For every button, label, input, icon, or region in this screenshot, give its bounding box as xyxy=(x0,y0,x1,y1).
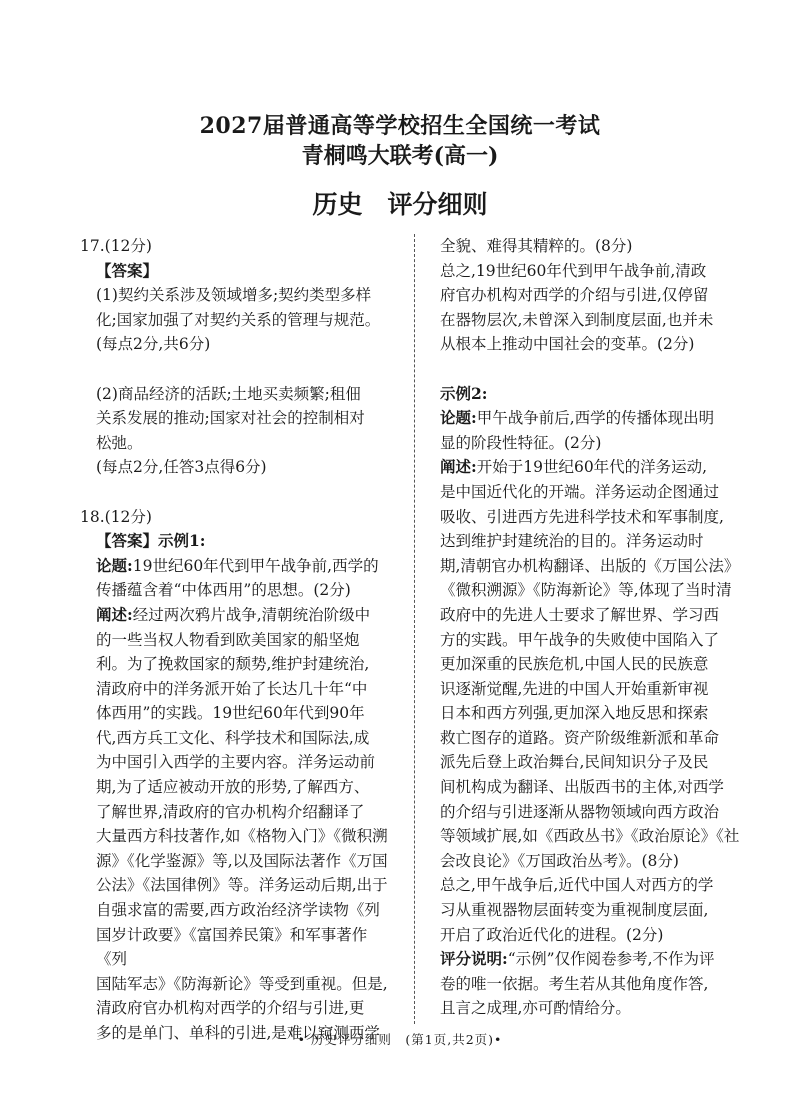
text-line: 松弛。 xyxy=(96,433,143,452)
text-line: 在器物层次,未曾深入到制度层面,也并未 xyxy=(440,310,714,329)
text-line: (1)契约关系涉及领域增多;契约类型多样 xyxy=(96,286,372,305)
argument-label: 阐述: xyxy=(440,457,477,477)
text-line: 从根本上推动中国社会的变革。(2分) xyxy=(440,335,695,354)
text-line: 派先后登上政治舞台,民间知识分子及民 xyxy=(440,753,709,772)
text-line: 大量西方科技著作,如《格物入门》《微积溯 xyxy=(96,827,388,846)
scoring-label: 评分说明: xyxy=(440,949,508,969)
question-18-number: 18.(12分) xyxy=(80,507,152,526)
text-line: (每点2分,共6分) xyxy=(96,335,211,354)
argument-label: 阐述: xyxy=(96,604,133,624)
example1-argument xyxy=(80,603,395,1046)
text-line: 19世纪60年代到甲午战争前,西学的 xyxy=(132,556,379,575)
text-line: 的一些当权人物看到欧美国家的船坚炮 xyxy=(96,630,360,649)
text-line: 利。为了挽救国家的颓势,维护封建统治, xyxy=(96,655,370,674)
text-line: 的介绍与引进逐渐从器物领域向西方政治 xyxy=(440,802,720,821)
text-line: 间机构成为翻译、出版西书的主体,对西学 xyxy=(440,778,724,797)
text-line: 国陆军志》《防海新论》等受到重视。但是, xyxy=(96,974,388,993)
text-line: 显的阶段性特征。(2分) xyxy=(440,433,602,452)
text-line: 吸收、引进西方先进科学技术和军事制度, xyxy=(440,507,724,526)
text-line: 且言之成理,亦可酌情给分。 xyxy=(440,999,631,1018)
text-line: 会改良论》《万国政治丛考》。(8分) xyxy=(440,851,679,870)
text-line: 政府中的先进人士要求了解世界、学习西 xyxy=(440,605,720,624)
exam-title: 2027届普通高等学校招生全国统一考试 xyxy=(199,113,601,139)
text-line: 方的实践。甲午战争的失败使中国陷入了 xyxy=(440,630,720,649)
text-line: 卷的唯一依据。考生若从其他角度作答, xyxy=(440,974,709,993)
scoring-note xyxy=(440,947,740,1021)
text-line: 达到维护封建统治的目的。洋务运动时 xyxy=(440,532,704,551)
q17-part2 xyxy=(80,382,395,480)
text-line: 清政府中的洋务派开始了长达几十年“中 xyxy=(96,679,368,698)
text-line: 体西用”的实践。19世纪60年代到90年 xyxy=(96,704,365,723)
text-line: 传播蕴含着“中体西用”的思想。(2分) xyxy=(96,581,351,600)
text-line: 《微积溯源》《防海新论》等,体现了当时清 xyxy=(440,581,732,600)
text-line: “示例”仅作阅卷参考,不作为评 xyxy=(507,950,715,969)
text-line: 源》《化学鉴源》等,以及国际法著作《万国 xyxy=(96,851,388,870)
text-line: 期,清朝官办机构翻译、出版的《万国公法》 xyxy=(440,556,740,575)
text-line: 甲午战争前后,西学的传播体现出明 xyxy=(476,409,715,428)
text-line: 为中国引入西学的主要内容。洋务运动前 xyxy=(96,753,376,772)
column-divider xyxy=(414,234,415,1024)
text-line: 化;国家加强了对契约关系的管理与规范。 xyxy=(96,310,381,329)
text-line: 公法》《法国律例》等。洋务运动后期,出于 xyxy=(96,876,388,895)
text-line: (2)商品经济的活跃;土地买卖频繁;租佃 xyxy=(96,384,361,403)
document-header xyxy=(0,112,800,222)
example2-argument xyxy=(440,455,740,947)
exam-subtitle: 青桐鸣大联考(高一) xyxy=(301,143,499,169)
text-line: 总之,甲午战争后,近代中国人对西方的学 xyxy=(440,876,714,895)
text-line: 关系发展的推动;国家对社会的控制相对 xyxy=(96,409,365,428)
text-line: 清政府官办机构对西学的介绍与引进,更 xyxy=(96,999,365,1018)
answer-tag: 【答案】 xyxy=(96,260,159,280)
text-line: 开始于19世纪60年代的洋务运动, xyxy=(476,458,708,477)
text-line: 自强求富的需要,西方政治经济学读物《列 xyxy=(96,901,380,920)
q17-part1 xyxy=(80,283,395,357)
text-line: 救亡图存的道路。资产阶级维新派和革命 xyxy=(440,728,720,747)
page-footer: • 历史评分细则 (第1页,共2页)• xyxy=(297,1032,503,1047)
text-line: 期,为了适应被动开放的形势,了解西方、 xyxy=(96,778,370,797)
text-line: 总之,19世纪60年代到甲午战争前,清政 xyxy=(440,261,707,280)
text-line: 等领域扩展,如《西政丛书》《政治原论》《社 xyxy=(440,827,740,846)
example2-thesis xyxy=(440,406,740,455)
thesis-label: 论题: xyxy=(440,408,477,428)
text-line: 识逐渐觉醒,先进的中国人开始重新审视 xyxy=(440,679,709,698)
text-line: 国岁计政要》《富国养民策》和军事著作《列 xyxy=(96,925,368,969)
answer-tag: 【答案】示例1: xyxy=(96,531,206,551)
text-line: 代,西方兵工文化、科学技术和国际法,成 xyxy=(96,728,370,747)
example1-continuation xyxy=(440,234,740,357)
text-line: 日本和西方列强,更加深入地反思和探索 xyxy=(440,704,709,723)
text-line: 经过两次鸦片战争,清朝统治阶级中 xyxy=(132,605,371,624)
example2-tag: 示例2: xyxy=(440,383,488,403)
question-17-number: 17.(12分) xyxy=(80,237,152,255)
text-line: 府官办机构对西学的介绍与引进,仅停留 xyxy=(440,286,709,305)
example1-thesis xyxy=(80,554,395,603)
page-title: 历史 评分细则 xyxy=(312,190,488,219)
thesis-label: 论题: xyxy=(96,555,133,575)
text-line: 更加深重的民族危机,中国人民的民族意 xyxy=(440,655,709,674)
text-line: 是中国近代化的开端。洋务运动企图通过 xyxy=(440,482,720,501)
text-line: 开启了政治近代化的进程。(2分) xyxy=(440,925,664,944)
text-line: 习从重视器物层面转变为重视制度层面, xyxy=(440,901,709,920)
text-line: (每点2分,任答3点得6分) xyxy=(96,458,267,477)
text-line: 多的是单门、单科的引进,是难以窥测西学 xyxy=(96,1024,380,1042)
left-column xyxy=(80,234,395,1046)
text-line: 全貌、难得其精粹的。(8分) xyxy=(440,237,633,255)
right-column xyxy=(440,234,740,1021)
text-line: 了解世界,清政府的官办机构介绍翻译了 xyxy=(96,802,365,821)
